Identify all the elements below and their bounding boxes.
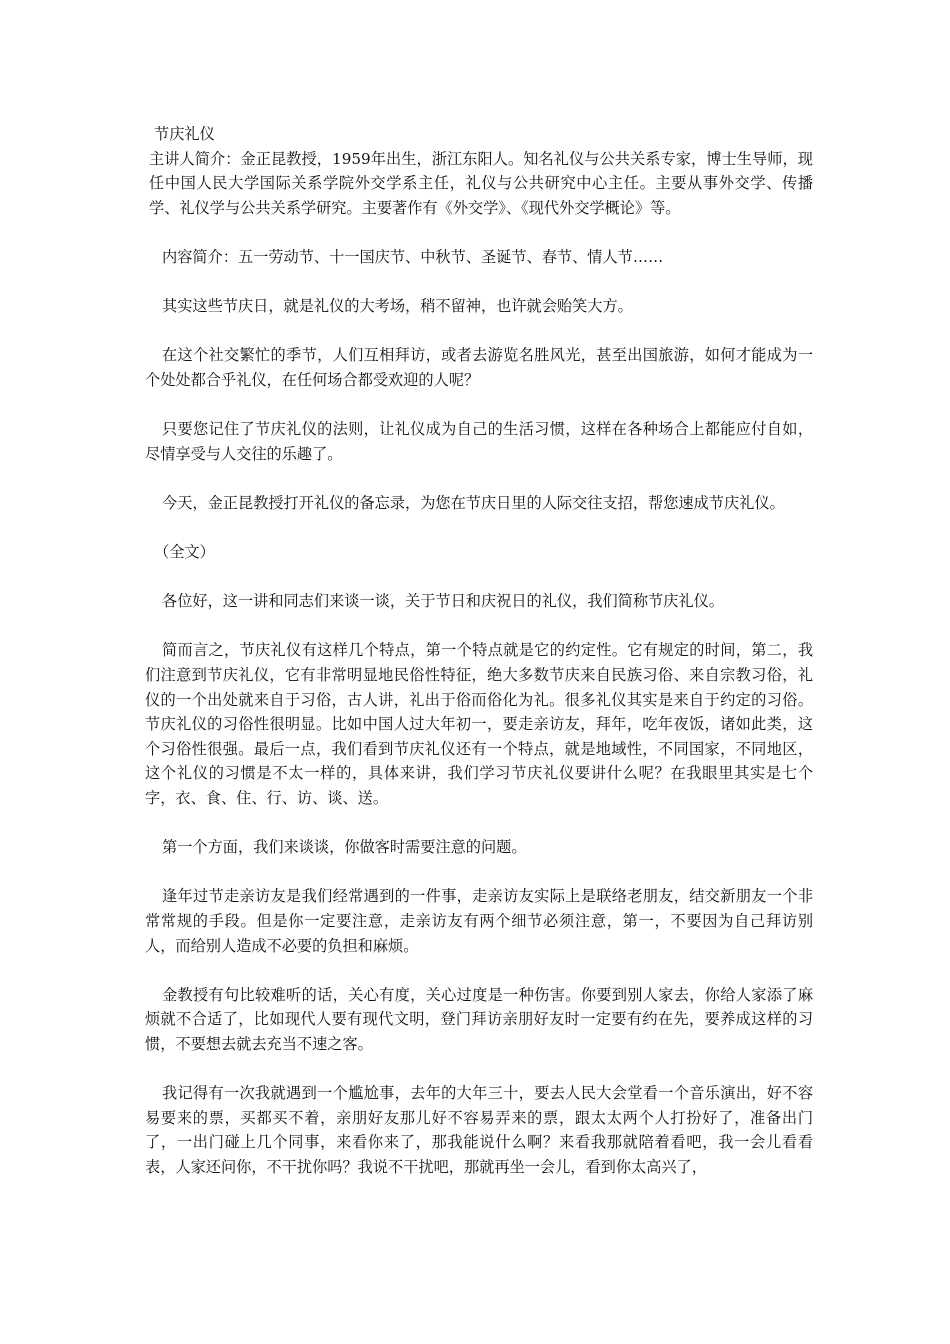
paragraph-text: 内容简介：五一劳动节、十一国庆节、中秋节、圣诞节、春节、情人节…… xyxy=(162,247,664,266)
paragraph xyxy=(145,343,813,392)
paragraph-text: （全文） xyxy=(154,543,215,562)
paragraph xyxy=(145,417,813,466)
paragraph-text: 只要您记住了节庆礼仪的法则，让礼仪成为自己的生活习惯，这样在各种场合上都能应付自如，尽情享受与人交往的乐趣了。 xyxy=(145,420,813,463)
content-summary xyxy=(145,245,813,270)
paragraph-text: 在这个社交繁忙的季节，人们互相拜访，或者去游览名胜风光，甚至出国旅游，如何才能成为一个处处都合乎礼仪，在任何场合都受欢迎的人呢？ xyxy=(145,346,813,389)
paragraph-text: 今天，金正昆教授打开礼仪的备忘录，为您在节庆日里的人际交往支招，帮您速成节庆礼仪。 xyxy=(162,493,785,512)
paragraph-text: 逢年过节走亲访友是我们经常遇到的一件事，走亲访友实际上是联络老朋友，结交新朋友一个非常常规的手段。但是你一定要注意，走亲访友有两个细节必须注意，第一，不要因为自己拜访别人，而给别人造成不必要的负担和麻烦。 xyxy=(145,887,813,955)
paragraph xyxy=(145,294,813,319)
full-text-marker xyxy=(145,540,813,565)
paragraph xyxy=(145,835,813,860)
document-title: 节庆礼仪 xyxy=(154,125,215,143)
paragraph xyxy=(145,638,813,810)
speaker-intro: 主讲人简介：金正昆教授，1959年出生，浙江东阳人。知名礼仪与公共关系专家，博士生导师，现任中国人民大学国际关系学院外交学系主任，礼仪与公共研究中心主任。主要从事外交学、传播学、礼仪学与公共关系学研究。主要著作有《外交学》、《现代外交学概论》等。 xyxy=(149,149,813,217)
paragraph xyxy=(145,983,813,1057)
paragraph xyxy=(145,884,813,958)
paragraph xyxy=(145,1081,813,1179)
paragraph-text: 各位好，这一讲和同志们来谈一谈，关于节日和庆祝日的礼仪，我们简称节庆礼仪。 xyxy=(162,592,724,611)
paragraph-text: 其实这些节庆日，就是礼仪的大考场，稍不留神，也许就会贻笑大方。 xyxy=(162,297,633,316)
paragraph xyxy=(145,491,813,516)
paragraph xyxy=(145,589,813,614)
paragraph-text: 金教授有句比较难听的话，关心有度，关心过度是一种伤害。你要到别人家去，你给人家添了麻烦就不合适了，比如现代人要有现代文明，登门拜访亲朋好友时一定要有约在先，要养成这样的习惯，不要想去就去充当不速之客。 xyxy=(145,985,813,1053)
paragraph-text: 我记得有一次我就遇到一个尴尬事，去年的大年三十，要去人民大会堂看一个音乐演出，好不容易要来的票，买都买不着，亲朋好友那儿好不容易弄来的票，跟太太两个人打扮好了，准备出门了，一出门碰上几个同事，来看你来了，那我能说什么啊？来看我那就陪着看吧，我一会儿看看表，人家还问你，不干扰你吗？我说不干扰吧，那就再坐一会儿，看到你太高兴了， xyxy=(145,1084,813,1176)
paragraph-text: 简而言之，节庆礼仪有这样几个特点，第一个特点就是它的约定性。它有规定的时间，第二，我们注意到节庆礼仪，它有非常明显地民俗性特征，绝大多数节庆来自民族习俗、来自宗教习俗，礼仪的一个出处就来自于习俗，古人讲，礼出于俗而俗化为礼。很多礼仪其实是来自于约定的习俗。节庆礼仪的习俗性很明显。比如中国人过大年初一，要走亲访友，拜年，吃年夜饭，诸如此类，这个习俗性很强。最后一点，我们看到节庆礼仪还有一个特点，就是地域性，不同国家，不同地区，这个礼仪的习惯是不太一样的，具体来讲，我们学习节庆礼仪要讲什么呢？在我眼里其实是七个字，衣、食、住、行、访、谈、送。 xyxy=(145,641,813,808)
paragraph-text: 第一个方面，我们来谈谈，你做客时需要注意的问题。 xyxy=(162,838,527,857)
document-page xyxy=(145,122,813,1204)
